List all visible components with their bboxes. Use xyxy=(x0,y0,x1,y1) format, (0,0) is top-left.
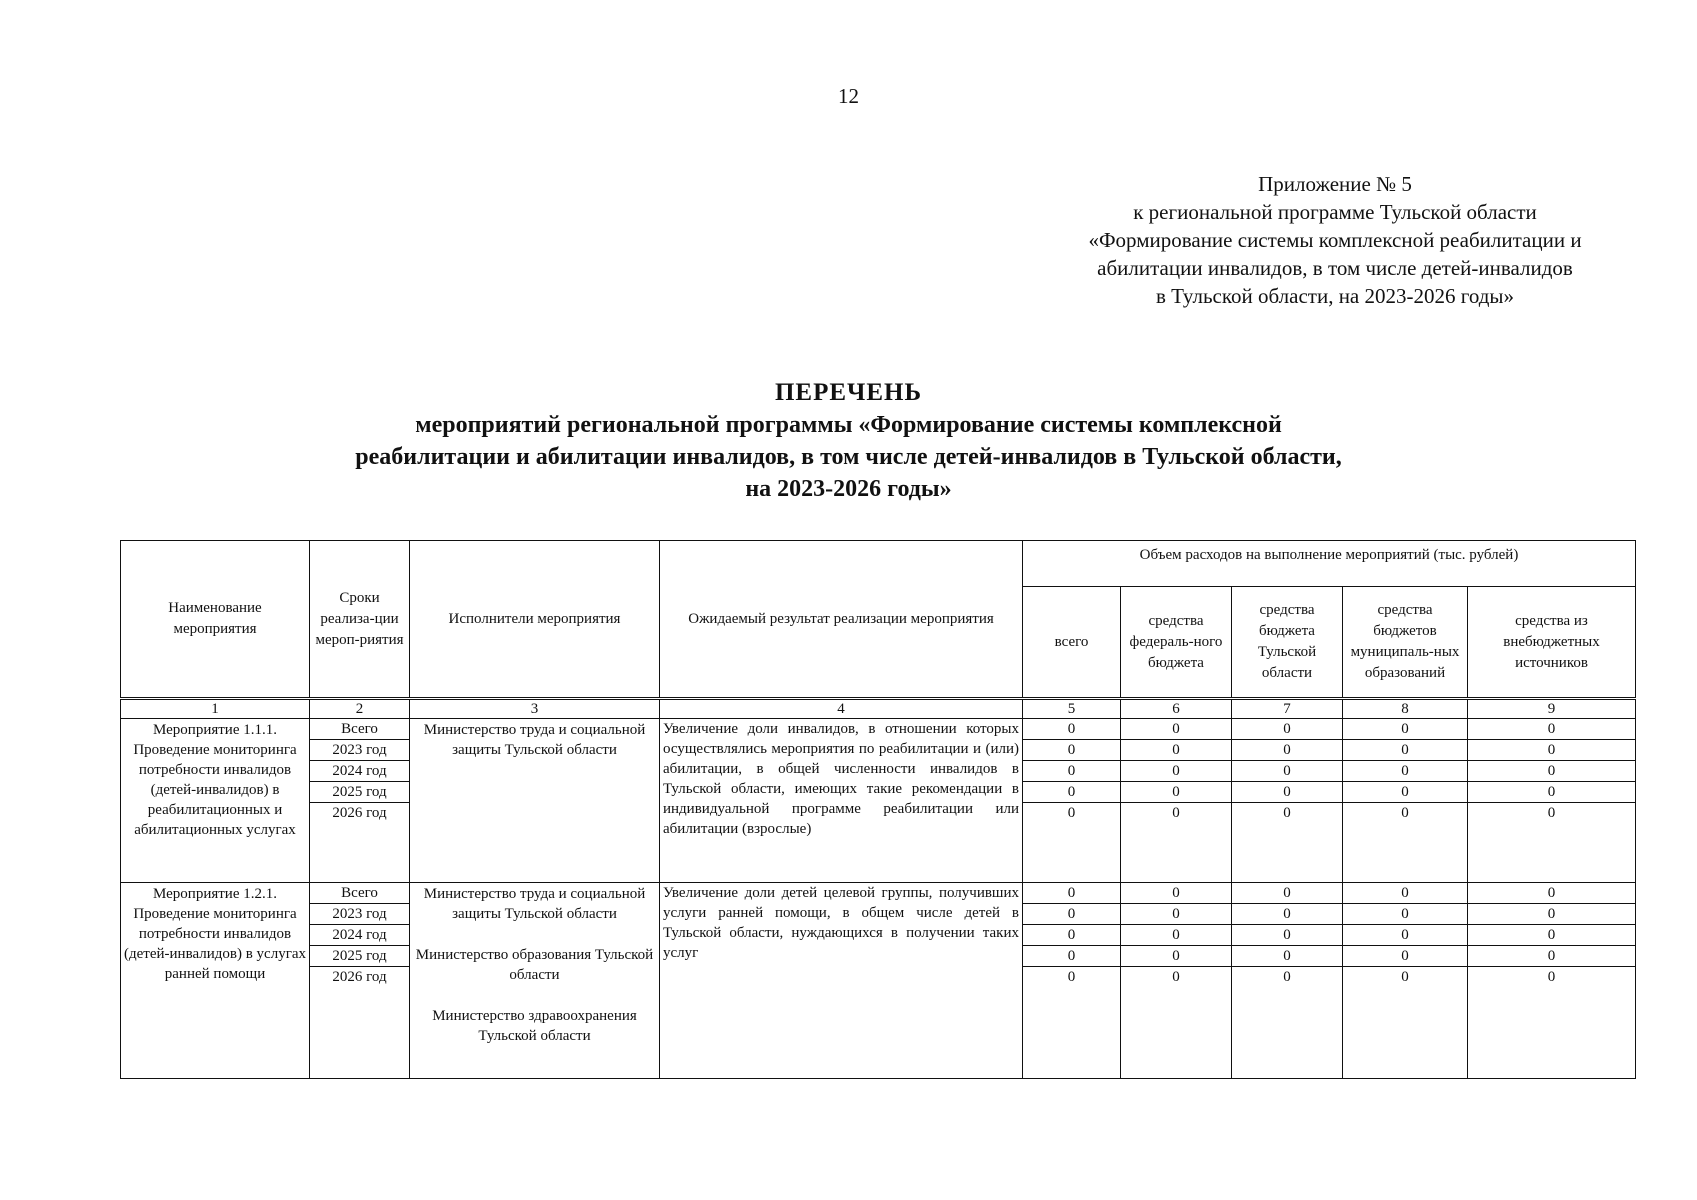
executor-name: Министерство труда и социальной защиты Тульской области xyxy=(423,722,646,758)
appendix-line: Приложение № 5 xyxy=(1258,172,1412,196)
period-cell: 2024 год xyxy=(310,761,410,782)
period-cell: 2026 год xyxy=(310,803,410,883)
activity-result: Увеличение доли инвалидов, в отношении которых осуществлялись мероприятия по реабилитации и (или) абилитации, в общей численности инвалидов в Тульской области, имеющих такие рекомендации в индивидуальной программе реабилитации или абилитации (взрослые) xyxy=(660,719,1023,883)
expense-value: 0 xyxy=(1343,782,1468,803)
expense-value: 0 xyxy=(1023,925,1121,946)
expense-value: 0 xyxy=(1121,883,1232,904)
period-cell: 2025 год xyxy=(310,946,410,967)
title-line: мероприятий региональной программы «Формирование системы комплексной xyxy=(415,412,1282,438)
expense-value: 0 xyxy=(1468,904,1636,925)
period-cell: 2023 год xyxy=(310,740,410,761)
expense-value: 0 xyxy=(1232,946,1343,967)
expense-value: 0 xyxy=(1468,719,1636,740)
header-total: всего xyxy=(1023,587,1121,699)
expense-value: 0 xyxy=(1023,782,1121,803)
expense-value: 0 xyxy=(1468,925,1636,946)
column-number: 9 xyxy=(1468,699,1636,719)
header-terms: Сроки реализа-ции мероп-риятия xyxy=(310,541,410,699)
expense-value: 0 xyxy=(1343,946,1468,967)
executor-spacer xyxy=(413,985,656,1006)
period-cell: 2023 год xyxy=(310,904,410,925)
expense-value: 0 xyxy=(1121,803,1232,883)
activity-executors xyxy=(410,719,660,883)
expense-value: 0 xyxy=(1468,740,1636,761)
expense-value: 0 xyxy=(1023,803,1121,883)
period-cell: Всего xyxy=(310,719,410,740)
appendix-line: абилитации инвалидов, в том числе детей-инвалидов xyxy=(1097,256,1573,280)
expense-value: 0 xyxy=(1121,925,1232,946)
header-extrabudget: средства из внебюджетных источников xyxy=(1468,587,1636,699)
expense-value: 0 xyxy=(1023,740,1121,761)
document-title xyxy=(0,377,1697,505)
expense-value: 0 xyxy=(1343,904,1468,925)
column-number: 8 xyxy=(1343,699,1468,719)
expense-value: 0 xyxy=(1232,719,1343,740)
table-header-row xyxy=(121,541,1636,587)
expense-value: 0 xyxy=(1023,761,1121,782)
activity-name: Мероприятие 1.2.1. Проведение мониторинга потребности инвалидов (детей-инвалидов) в услугах ранней помощи xyxy=(121,883,310,1079)
column-number: 6 xyxy=(1121,699,1232,719)
expense-value: 0 xyxy=(1343,803,1468,883)
expense-value: 0 xyxy=(1232,883,1343,904)
expense-value: 0 xyxy=(1023,967,1121,1079)
expense-value: 0 xyxy=(1232,967,1343,1079)
header-regional: средства бюджета Тульской области xyxy=(1232,587,1343,699)
expense-value: 0 xyxy=(1121,740,1232,761)
expense-value: 0 xyxy=(1232,782,1343,803)
expense-value: 0 xyxy=(1343,740,1468,761)
executor-name: Министерство образования Тульской области xyxy=(415,947,654,983)
expense-value: 0 xyxy=(1468,782,1636,803)
header-result: Ожидаемый результат реализации мероприятия xyxy=(660,541,1023,699)
header-executors: Исполнители мероприятия xyxy=(410,541,660,699)
title-line: реабилитации и абилитации инвалидов, в том числе детей-инвалидов в Тульской области, xyxy=(355,444,1342,470)
expense-value: 0 xyxy=(1468,883,1636,904)
activity-result: Увеличение доли детей целевой группы, получивших услуги ранней помощи, в общем числе детей в Тульской области, нуждающихся в получении таких услуг xyxy=(660,883,1023,1079)
title-line: на 2023-2026 годы» xyxy=(745,476,952,502)
expense-value: 0 xyxy=(1232,904,1343,925)
column-numbers-row xyxy=(121,699,1636,719)
period-cell: Всего xyxy=(310,883,410,904)
expense-value: 0 xyxy=(1468,967,1636,1079)
column-number: 4 xyxy=(660,699,1023,719)
activity-name: Мероприятие 1.1.1. Проведение мониторинга потребности инвалидов (детей-инвалидов) в реабилитационных и абилитационных услугах xyxy=(121,719,310,883)
expense-value: 0 xyxy=(1121,782,1232,803)
title-heading: ПЕРЕЧЕНЬ xyxy=(774,379,923,406)
activity-executors xyxy=(410,883,660,1079)
expense-value: 0 xyxy=(1343,719,1468,740)
header-municipal: средства бюджетов муниципаль-ных образований xyxy=(1343,587,1468,699)
expense-value: 0 xyxy=(1232,803,1343,883)
period-cell: 2026 год xyxy=(310,967,410,1079)
column-number: 1 xyxy=(121,699,310,719)
expense-value: 0 xyxy=(1343,967,1468,1079)
appendix-line: к региональной программе Тульской области xyxy=(1133,200,1537,224)
expense-value: 0 xyxy=(1343,883,1468,904)
column-number: 5 xyxy=(1023,699,1121,719)
period-cell: 2025 год xyxy=(310,782,410,803)
expense-value: 0 xyxy=(1023,904,1121,925)
expense-value: 0 xyxy=(1468,946,1636,967)
column-number: 3 xyxy=(410,699,660,719)
header-federal: средства федераль-ного бюджета xyxy=(1121,587,1232,699)
expense-value: 0 xyxy=(1121,761,1232,782)
expense-value: 0 xyxy=(1023,883,1121,904)
column-number: 2 xyxy=(310,699,410,719)
appendix-line: в Тульской области, на 2023-2026 годы» xyxy=(1155,284,1515,308)
expense-value: 0 xyxy=(1023,719,1121,740)
expense-value: 0 xyxy=(1121,719,1232,740)
appendix-note xyxy=(1040,170,1630,310)
activity-row xyxy=(121,719,1636,740)
page-number: 12 xyxy=(838,84,859,108)
expense-value: 0 xyxy=(1232,761,1343,782)
expense-value: 0 xyxy=(1468,761,1636,782)
expense-value: 0 xyxy=(1343,761,1468,782)
expense-value: 0 xyxy=(1468,803,1636,883)
expense-value: 0 xyxy=(1232,740,1343,761)
activities-table xyxy=(120,540,1636,1079)
expense-value: 0 xyxy=(1232,925,1343,946)
column-number: 7 xyxy=(1232,699,1343,719)
appendix-line: «Формирование системы комплексной реабилитации и xyxy=(1088,228,1582,252)
expense-value: 0 xyxy=(1121,946,1232,967)
header-expenses-group: Объем расходов на выполнение мероприятий (тыс. рублей) xyxy=(1023,541,1636,587)
period-cell: 2024 год xyxy=(310,925,410,946)
activity-row xyxy=(121,883,1636,904)
expense-value: 0 xyxy=(1121,904,1232,925)
header-name: Наименование мероприятия xyxy=(121,541,310,699)
executor-name: Министерство здравоохранения Тульской области xyxy=(432,1008,637,1044)
executor-spacer xyxy=(413,924,656,945)
expense-value: 0 xyxy=(1023,946,1121,967)
expense-value: 0 xyxy=(1121,967,1232,1079)
expense-value: 0 xyxy=(1343,925,1468,946)
executor-name: Министерство труда и социальной защиты Тульской области xyxy=(423,886,646,922)
